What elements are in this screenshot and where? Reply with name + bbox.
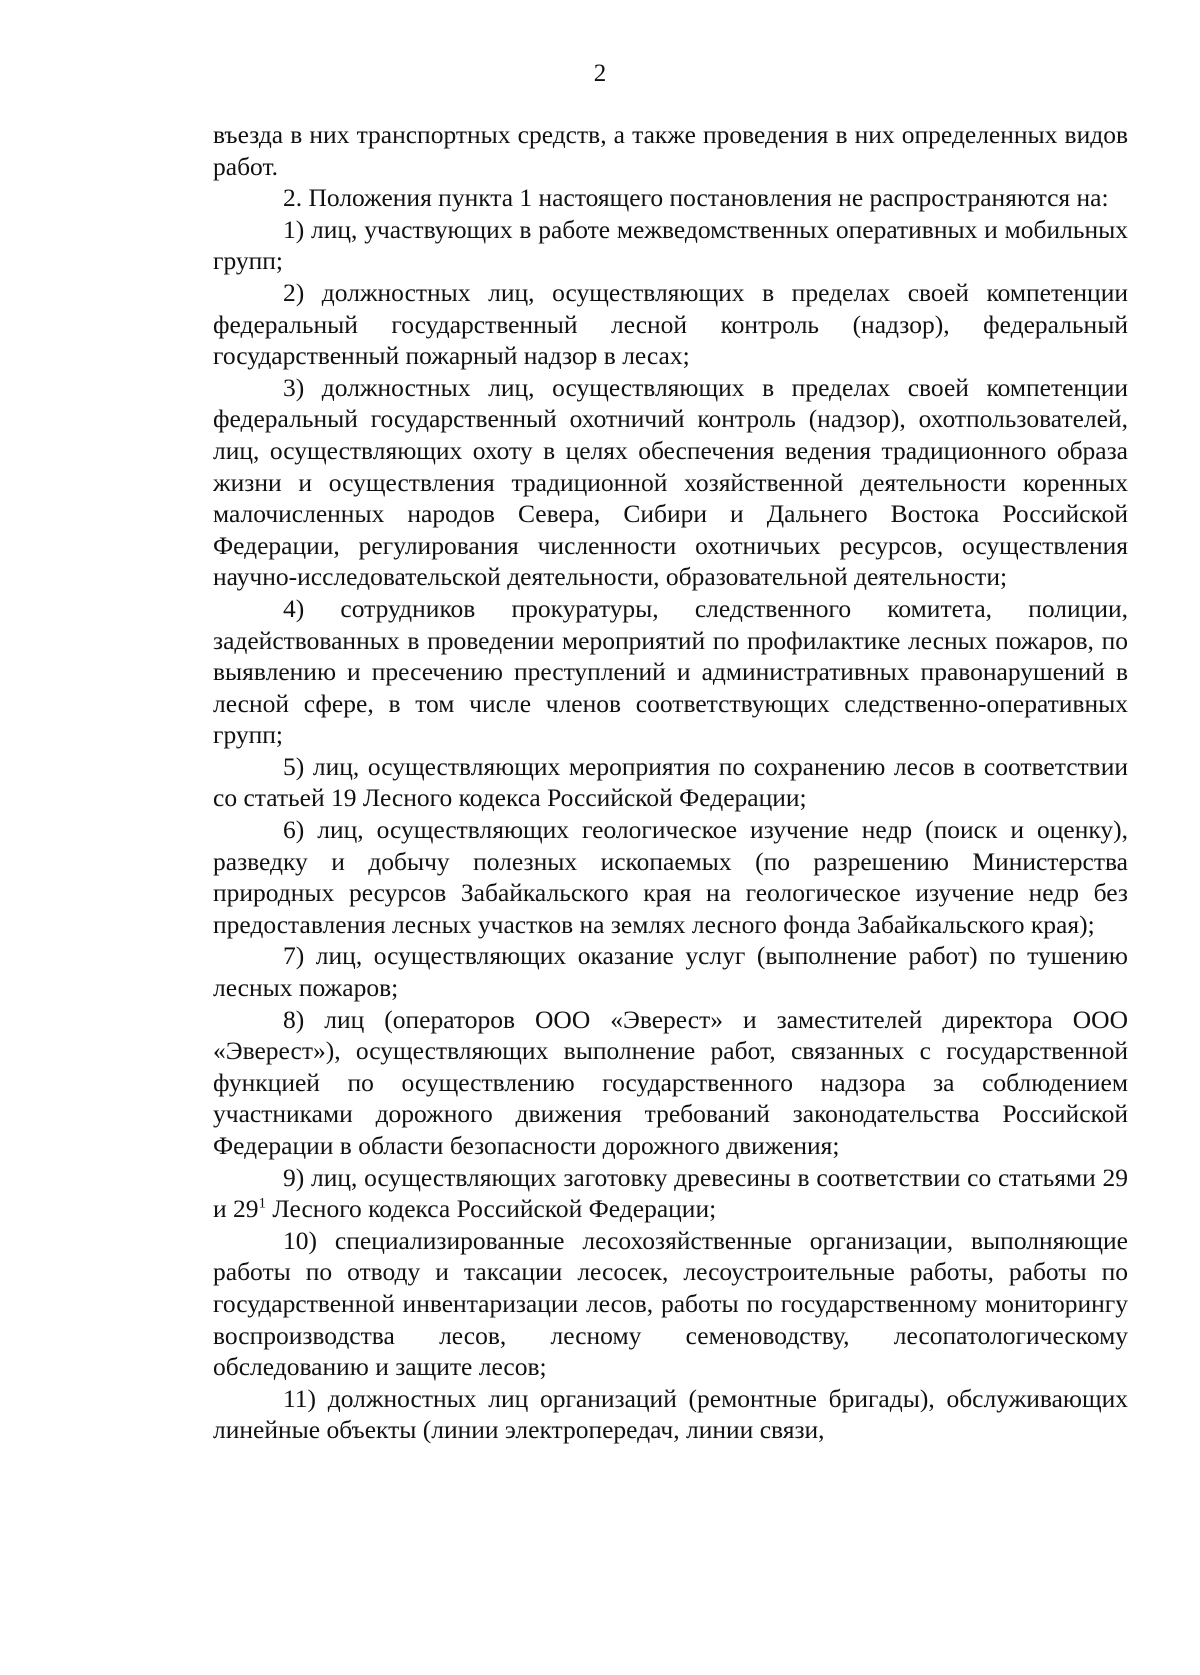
paragraph-clause-2: 2. Положения пункта 1 настоящего постановления не распространяются на: [283, 183, 1109, 213]
document-body [213, 119, 1128, 1446]
list-item-7: 7) лиц, осуществляющих оказание услуг (выполнение работ) по тушению лесных пожаров; [213, 941, 1128, 1003]
list-item-5: 5) лиц, осуществляющих мероприятия по сохранению лесов в соответствии со статьей 19 Лесного кодекса Российской Федерации; [213, 751, 1128, 813]
list-item-9-text: 9) лиц, осуществляющих заготовку древесины в соответствии со статьями 29 и 29 [213, 1162, 1128, 1224]
paragraph-continuation: въезда в них транспортных средств, а также проведения в них определенных видов работ. [213, 120, 1128, 181]
page-number: 2 [593, 60, 607, 87]
list-item-4: 4) сотрудников прокуратуры, следственного комитета, полиции, задействованных в проведении мероприятий по профилактике лесных пожаров, по выявлению и пресечению преступлений и административных правонарушений в лесной сфере, в том числе членов соответствующих следственно-оперативных групп; [213, 593, 1128, 750]
list-item-6: 6) лиц, осуществляющих геологическое изучение недр (поиск и оценку), разведку и добычу полезных ископаемых (по разрешению Министерства природных ресурсов Забайкальского края на геологическое изучение недр без предоставления лесных участков на землях лесного фонда Забайкальского края); [213, 815, 1128, 939]
superscript-mark: 1 [258, 1195, 267, 1212]
list-item-8: 8) лиц (операторов ООО «Эверест» и заместителей директора ООО «Эверест»), осуществляющих выполнение работ, связанных с государственной функцией по осуществлению государственного надзора за соблюдением участниками дорожного движения требований законодательства Российской Федерации в области безопасности дорожного движения; [213, 1004, 1128, 1160]
list-item-9-text-end: Лесного кодекса Российской Федерации; [266, 1194, 717, 1224]
list-item-10: 10) специализированные лесохозяйственные организации, выполняющие работы по отводу и таксации лесосек, лесоустроительные работы, работы по государственной инвентаризации лесов, работы по государственному мониторингу воспроизводства лесов, лесному семеноводству, лесопатологическому обследованию и защите лесов; [213, 1225, 1128, 1382]
list-item-3: 3) должностных лиц, осуществляющих в пределах своей компетенции федеральный государственный охотничий контроль (надзор), охотпользователей, лиц, осуществляющих охоту в целях обеспечения ведения традиционного образа жизни и осуществления традиционной хозяйственной деятельности коренных малочисленных народов Севера, Сибири и Дальнего Востока Российской Федерации, регулирования численности охотничьих ресурсов, осуществления научно-исследовательской деятельности, образовательной деятельности; [213, 372, 1128, 592]
list-item-11: 11) должностных лиц организаций (ремонтные бригады), обслуживающих линейные объекты (линии электропередач, линии связи, [213, 1383, 1128, 1445]
list-item-2: 2) должностных лиц, осуществляющих в пределах своей компетенции федеральный государственный лесной контроль (надзор), федеральный государственный пожарный надзор в лесах; [213, 277, 1128, 371]
list-item-1: 1) лиц, участвующих в работе межведомственных оперативных и мобильных групп; [213, 214, 1128, 276]
list-item-9 [213, 1162, 1128, 1225]
